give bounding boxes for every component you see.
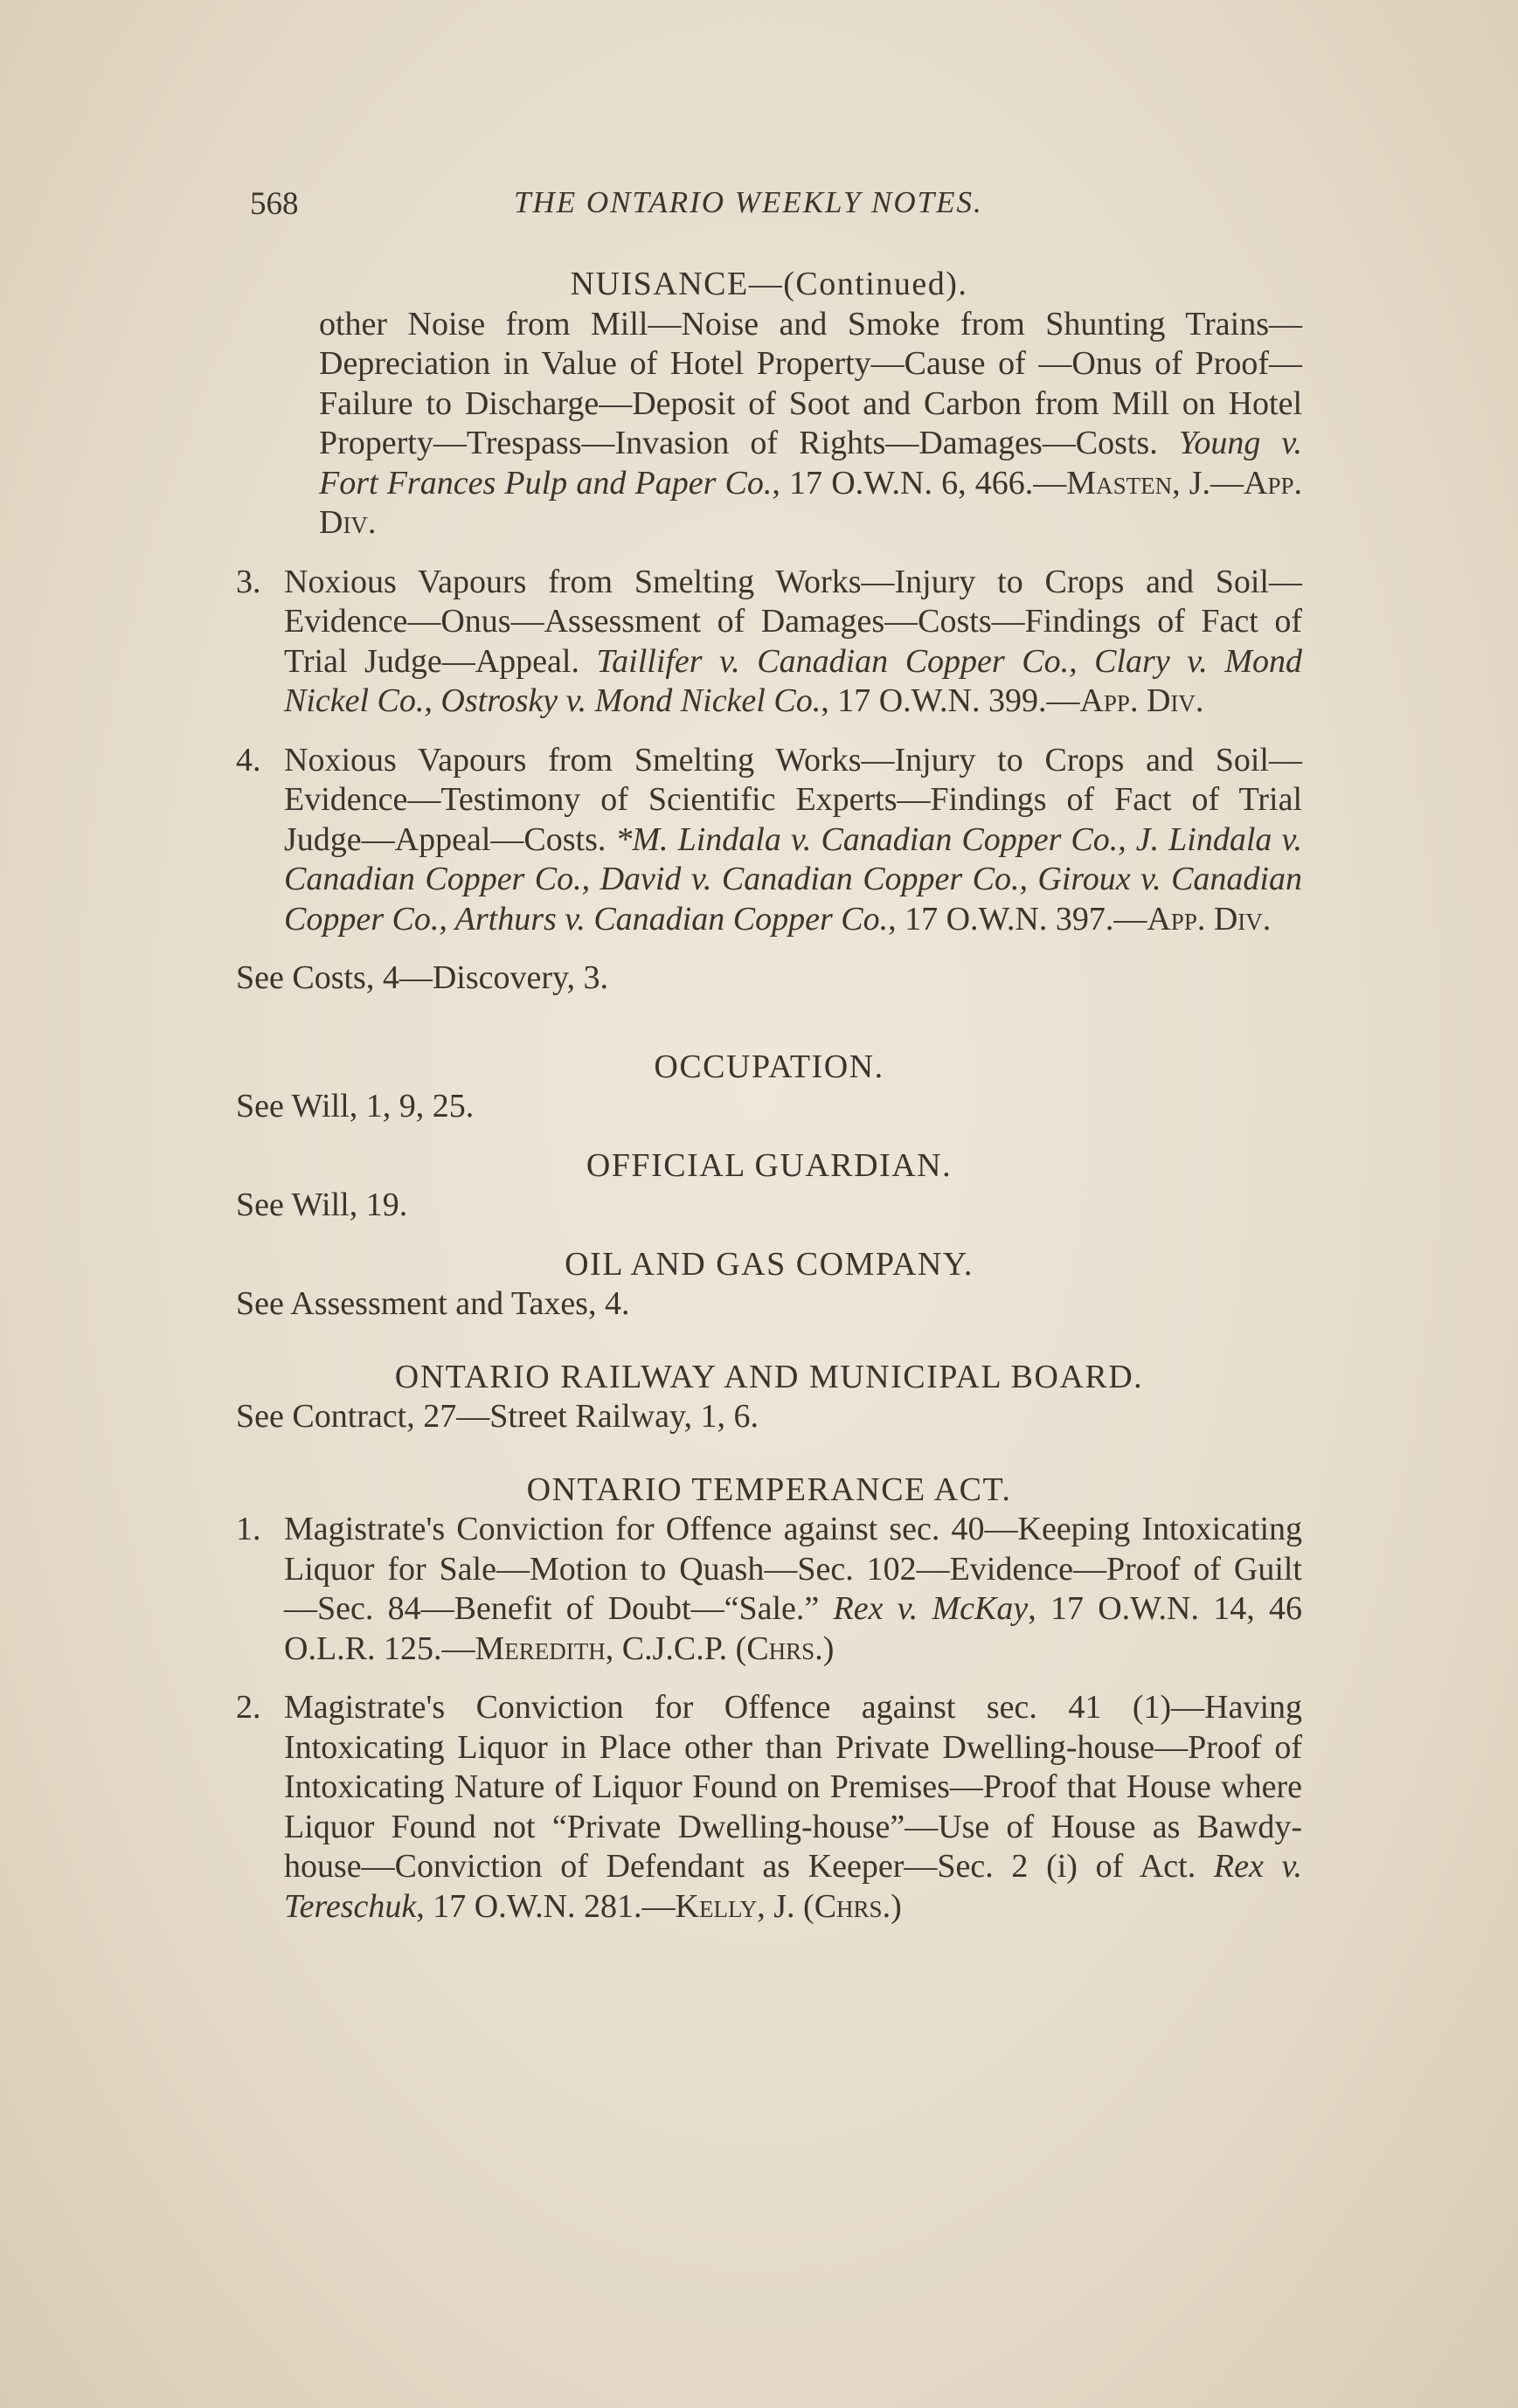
temperance-entry-1 [236,1510,1302,1669]
citation: , 17 O.W.N. 281.— [416,1887,676,1925]
entry-text: other Noise from Mill—Noise and Smoke from Shunting Trains—Depreciation in Value of Hotel Property—Cause of —Onus of Proof—Failure to Discharge—Deposit of Soot and Carbon from Mill on Hotel Property—Trespass—Invasion of Rights—Damages—Costs. [319,305,1302,461]
nuisance-entry-4 [236,741,1302,940]
temperance-entry-2 [236,1688,1302,1927]
judge: App. Div. [1079,682,1204,719]
judge: App. Div. [1147,900,1272,938]
case-name: Rex v. Tereschuk [284,1848,1303,1925]
citation: , 17 O.W.N. 397.— [888,900,1147,938]
page-number: 568 [250,186,299,222]
entry-text: Noxious Vapours from Smelting Works—Injury to Crops and Soil—Evidence—Onus—Assessment of Damages—Costs—Findings of Fact of Trial Judge—Appeal. [284,563,1302,680]
heading-nuisance: NUISANCE—(Continued). [570,266,968,302]
heading-occupation: OCCUPATION. [654,1048,884,1085]
citation: , 17 O.W.N. 399.— [821,682,1080,719]
judge: Meredith, C.J.C.P. (Chrs.) [475,1630,835,1667]
see-also-nuisance: See Costs, 4—Discovery, 3. [236,959,609,996]
heading-oil-gas: OIL AND GAS COMPANY. [565,1245,974,1283]
case-name: Rex v. McKay [833,1590,1029,1627]
running-header [0,185,1518,238]
entry-text: Magistrate's Conviction for Offence against sec. 40—Keeping Intoxicating Liquor for Sale—Motion to Quash—Sec. 102—Evidence—Proof of Guilt—Sec. 84—Benefit of Doubt—“Sale.” [284,1511,1302,1627]
heading-official-guardian: OFFICIAL GUARDIAN. [586,1146,953,1184]
heading-railway-board: ONTARIO RAILWAY AND MUNICIPAL BOARD. [394,1358,1144,1395]
see-also-occupation: See Will, 1, 9, 25. [236,1088,475,1124]
nuisance-continuation-entry [236,305,1302,543]
see-also-railway-board: See Contract, 27—Street Railway, 1, 6. [236,1398,759,1435]
case-name: Young v. Fort Frances Pulp and Paper Co. [319,425,1302,502]
nuisance-entry-3 [236,563,1302,722]
entry-number: 2. [236,1689,261,1726]
see-also-official-guardian: See Will, 19. [236,1187,408,1223]
case-name: *M. Lindala v. Canadian Copper Co., J. Lindala v. Canadian Copper Co., David v. Canadian Copper Co., Giroux v. Canadian Copper Co., Arthurs v. Canadian Copper Co. [284,820,1303,938]
case-name: Taillifer v. Canadian Copper Co., Clary v. Mond Nickel Co., Ostrosky v. Mond Nickel Co. [284,642,1302,719]
index-body [236,265,1302,1927]
judge: Masten, J.—App. Div. [319,464,1303,541]
entry-number: 1. [236,1511,261,1547]
journal-title: THE ONTARIO WEEKLY NOTES. [514,185,983,219]
citation: , 17 O.W.N. 6, 466.— [772,464,1067,502]
entry-text: Noxious Vapours from Smelting Works—Injury to Crops and Soil—Evidence—Testimony of Scientific Experts—Findings of Fact of Trial Judge—Appeal—Costs. [284,741,1302,858]
judge: Kelly, J. (Chrs.) [675,1887,902,1925]
heading-temperance: ONTARIO TEMPERANCE ACT. [526,1470,1012,1508]
citation: , 17 O.W.N. 14, 46 O.L.R. 125.— [284,1590,1302,1667]
entry-text: Magistrate's Conviction for Offence against sec. 41 (1)—Having Intoxicating Liquor in Place other than Private Dwelling-house—Proof of Intoxicating Nature of Liquor Found on Premises—Proof that House where Liquor Found not “Private Dwelling-house”—Use of House as Bawdy-house—Conviction of Defendant as Keeper—Sec. 2 (i) of Act. [284,1689,1302,1885]
entry-number: 4. [236,741,261,778]
see-also-oil-gas: See Assessment and Taxes, 4. [236,1285,630,1322]
entry-number: 3. [236,563,261,600]
